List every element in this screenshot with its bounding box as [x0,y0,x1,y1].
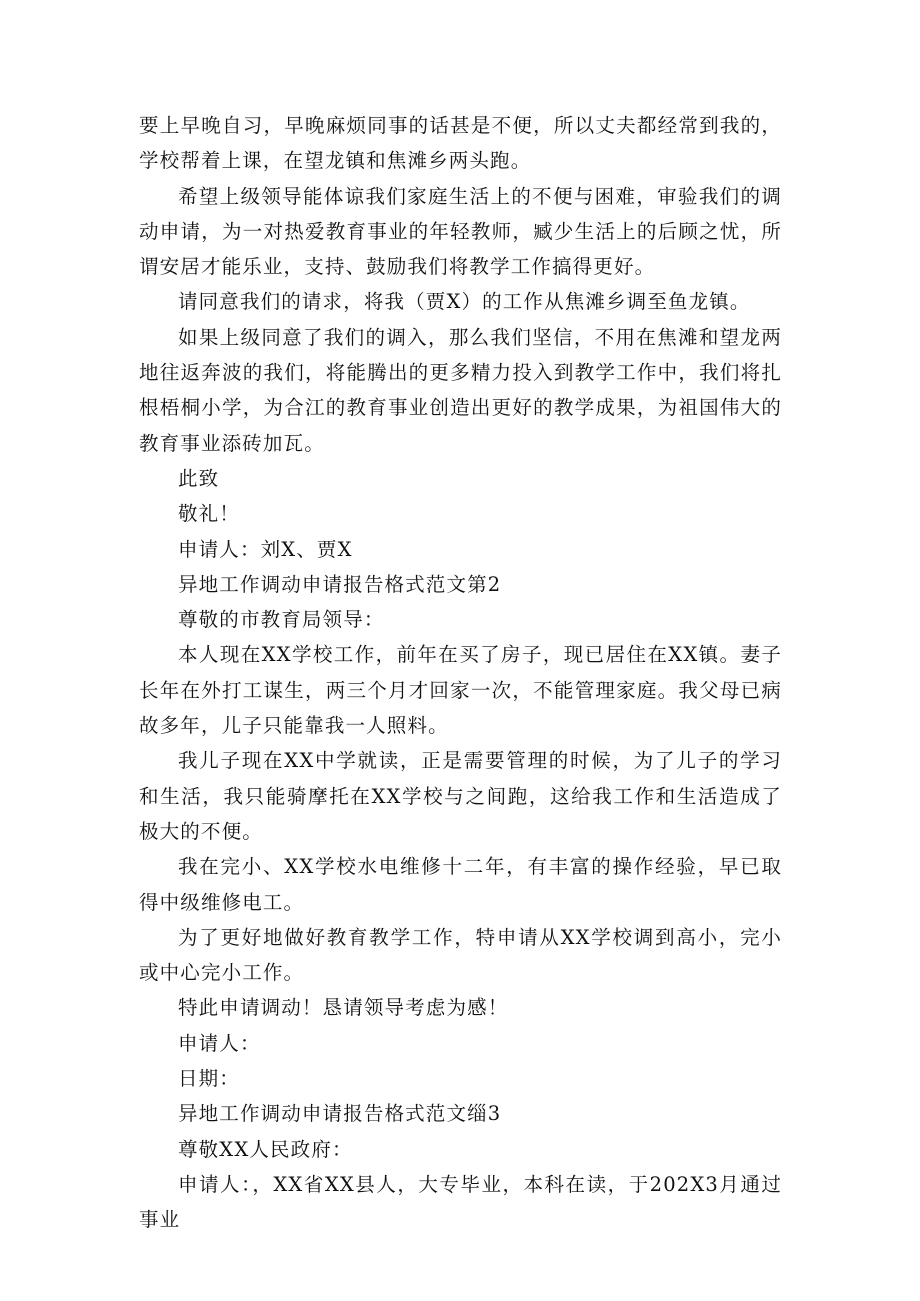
applicant-signature: 申请人：刘X、贾X [178,537,353,561]
paragraph-5: 本人现在XX学校工作，前年在买了房子，现已居住在XX镇。妻子长年在外打工谋生，两三个月才回家一次，不能管理家庭。我父母已病故多年，儿子只能靠我一人照料。 [139,643,782,738]
paragraph-6: 我儿子现在XX中学就读，正是需要管理的时候，为了儿子的学习和生活，我只能骑摩托在XX学校与之间跑，这给我工作和生活造成了极大的不便。 [139,749,782,843]
paragraph-2: 希望上级领导能体谅我们家庭生活上的不便与困难，审验我们的调动申请，为一对热爱教育事业的年轻教师，臧少生活上的后顾之忧，所谓安居才能乐业，支持、鼓励我们将教学工作搞得更好。 [139,184,782,279]
paragraph-7: 我在完小、XX学校水电维修十二年，有丰富的操作经验，早已取得中级维修电工。 [139,855,782,914]
greeting-2: 尊敬的市教育局领导： [178,608,385,632]
greeting-3: 尊敬XX人民政府： [178,1137,353,1161]
paragraph-4: 如果上级同意了我们的调入，那么我们坚信，不用在焦滩和望龙两地往返奔波的我们，将能腾出的更多精力投入到教学工作中，我们将扎根梧桐小学，为合江的教育事业创造出更好的教学成果，为祖国伟大的教育事业添砖加瓦。 [139,325,782,455]
paragraph-3: 请同意我们的请求，将我（贾X）的工作从焦滩乡调至鱼龙镇。 [178,290,751,314]
closing-regards: 敬礼！ [178,502,240,526]
paragraph-10: 申请人：，XX省XX县人，大专毕业，本科在读，于202X3月通过事业 [139,1172,782,1232]
paragraph-1: 要上早晚自习，早晚麻烦同事的话甚是不便，所以丈夫都经常到我的，学校帮着上课，在望龙镇和焦滩乡两头跑。 [139,114,782,173]
closing-salutation: 此致 [178,466,220,490]
paragraph-8: 为了更好地做好教育教学工作，特申请从XX学校调到高小，完小或中心完小工作。 [139,925,782,985]
section-title-2: 异地工作调动申请报告格式范文第2 [178,572,502,596]
date-label: 日期： [178,1067,240,1091]
paragraph-9: 特此申请调动！恳请领导考虑为感！ [178,996,509,1020]
section-title-3: 异地工作调动申请报告格式范文缁3 [178,1102,502,1126]
applicant-label: 申请人： [178,1031,261,1055]
document-body [139,108,782,1238]
